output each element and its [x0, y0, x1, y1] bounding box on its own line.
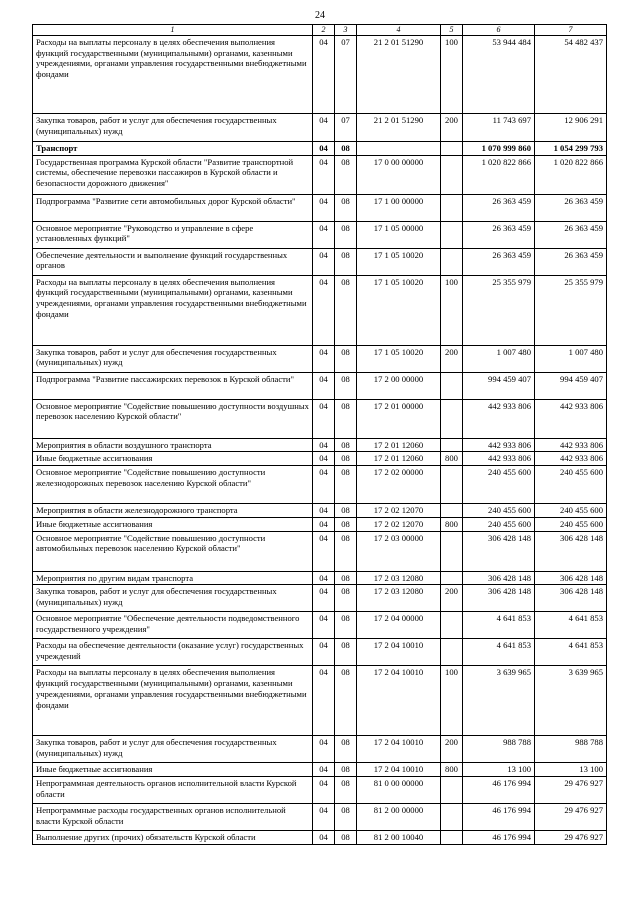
target-article-cell: 17 2 04 10010 — [357, 666, 441, 736]
table-row — [33, 438, 607, 452]
expense-type-cell: 200 — [441, 114, 463, 142]
section-code-cell: 04 — [313, 275, 335, 345]
subsection-code-cell: 08 — [335, 221, 357, 248]
amount-year2-cell: 29 476 927 — [535, 804, 607, 831]
table-row — [33, 831, 607, 845]
section-code-cell: 04 — [313, 466, 335, 504]
amount-year1-cell: 3 639 965 — [463, 666, 535, 736]
table-row — [33, 114, 607, 142]
table-row — [33, 763, 607, 777]
expense-type-cell — [441, 399, 463, 438]
amount-year1-cell: 1 070 999 860 — [463, 142, 535, 156]
amount-year2-cell: 1 054 299 793 — [535, 142, 607, 156]
target-article-cell: 17 1 05 00000 — [357, 221, 441, 248]
expense-type-cell: 100 — [441, 275, 463, 345]
section-code-cell: 04 — [313, 736, 335, 763]
section-code-cell: 04 — [313, 221, 335, 248]
table-row — [33, 466, 607, 504]
row-name-cell: Мероприятия в области воздушного транспорта — [33, 438, 313, 452]
amount-year2-cell: 1 020 822 866 — [535, 155, 607, 194]
amount-year1-cell: 53 944 484 — [463, 36, 535, 114]
subsection-code-cell: 08 — [335, 571, 357, 585]
expense-type-cell — [441, 504, 463, 518]
amount-year2-cell: 306 428 148 — [535, 571, 607, 585]
section-code-cell: 04 — [313, 531, 335, 571]
target-article-cell: 81 2 00 00000 — [357, 804, 441, 831]
amount-year2-cell: 306 428 148 — [535, 585, 607, 612]
table-row — [33, 372, 607, 399]
table-row — [33, 736, 607, 763]
amount-year1-cell: 306 428 148 — [463, 571, 535, 585]
table-row — [33, 194, 607, 221]
amount-year2-cell: 13 100 — [535, 763, 607, 777]
expense-type-cell — [441, 221, 463, 248]
section-code-cell: 04 — [313, 372, 335, 399]
row-name-cell: Иные бюджетные ассигнования — [33, 517, 313, 531]
target-article-cell: 17 2 04 00000 — [357, 612, 441, 639]
target-article-cell: 17 1 05 10020 — [357, 345, 441, 372]
amount-year2-cell: 29 476 927 — [535, 777, 607, 804]
target-article-cell: 17 2 00 00000 — [357, 372, 441, 399]
amount-year1-cell: 11 743 697 — [463, 114, 535, 142]
amount-year2-cell: 4 641 853 — [535, 639, 607, 666]
amount-year1-cell: 988 788 — [463, 736, 535, 763]
subsection-code-cell: 08 — [335, 345, 357, 372]
section-code-cell: 04 — [313, 345, 335, 372]
section-code-cell: 04 — [313, 452, 335, 466]
subsection-code-cell: 08 — [335, 155, 357, 194]
table-row — [33, 517, 607, 531]
target-article-cell: 17 2 04 10010 — [357, 763, 441, 777]
subsection-code-cell: 08 — [335, 452, 357, 466]
subsection-code-cell: 08 — [335, 466, 357, 504]
expense-type-cell — [441, 531, 463, 571]
subsection-code-cell: 08 — [335, 585, 357, 612]
subsection-code-cell: 08 — [335, 194, 357, 221]
subsection-code-cell: 08 — [335, 531, 357, 571]
expense-type-cell: 800 — [441, 763, 463, 777]
amount-year1-cell: 442 933 806 — [463, 438, 535, 452]
column-header: 6 — [463, 25, 535, 36]
budget-table — [32, 24, 607, 845]
amount-year1-cell: 25 355 979 — [463, 275, 535, 345]
amount-year1-cell: 46 176 994 — [463, 831, 535, 845]
subsection-code-cell: 08 — [335, 666, 357, 736]
subsection-code-cell: 08 — [335, 639, 357, 666]
table-row — [33, 452, 607, 466]
row-name-cell: Расходы на выплаты персоналу в целях обеспечения выполнения функций государственными (муниципальными) органами, казенными учреждениями, органами управления государственными внебюджетными фондами — [33, 666, 313, 736]
table-row — [33, 777, 607, 804]
target-article-cell: 17 1 05 10020 — [357, 275, 441, 345]
column-header: 2 — [313, 25, 335, 36]
amount-year1-cell: 46 176 994 — [463, 804, 535, 831]
amount-year2-cell: 12 906 291 — [535, 114, 607, 142]
row-name-cell: Основное мероприятие "Руководство и управление в сфере установленных функций" — [33, 221, 313, 248]
target-article-cell: 81 2 00 10040 — [357, 831, 441, 845]
expense-type-cell — [441, 804, 463, 831]
expense-type-cell: 100 — [441, 36, 463, 114]
subsection-code-cell: 08 — [335, 372, 357, 399]
section-code-cell: 04 — [313, 612, 335, 639]
row-name-cell: Расходы на обеспечение деятельности (оказание услуг) государственных учреждений — [33, 639, 313, 666]
subsection-code-cell: 07 — [335, 114, 357, 142]
amount-year1-cell: 1 020 822 866 — [463, 155, 535, 194]
section-code-cell: 04 — [313, 517, 335, 531]
target-article-cell: 17 2 03 12080 — [357, 571, 441, 585]
section-code-cell: 04 — [313, 777, 335, 804]
row-name-cell: Расходы на выплаты персоналу в целях обеспечения выполнения функций государственными (муниципальными) органами, казенными учреждениями, органами управления государственными внебюджетными фондами — [33, 275, 313, 345]
section-code-cell: 04 — [313, 142, 335, 156]
amount-year2-cell: 26 363 459 — [535, 248, 607, 275]
expense-type-cell — [441, 639, 463, 666]
target-article-cell: 21 2 01 51290 — [357, 114, 441, 142]
amount-year1-cell: 240 455 600 — [463, 517, 535, 531]
row-name-cell: Иные бюджетные ассигнования — [33, 452, 313, 466]
row-name-cell: Закупка товаров, работ и услуг для обеспечения государственных (муниципальных) нужд — [33, 114, 313, 142]
target-article-cell: 21 2 01 51290 — [357, 36, 441, 114]
amount-year2-cell: 25 355 979 — [535, 275, 607, 345]
amount-year1-cell: 306 428 148 — [463, 531, 535, 571]
target-article-cell: 81 0 00 00000 — [357, 777, 441, 804]
amount-year1-cell: 442 933 806 — [463, 452, 535, 466]
row-name-cell: Подпрограмма "Развитие пассажирских перевозок в Курской области" — [33, 372, 313, 399]
section-code-cell: 04 — [313, 504, 335, 518]
target-article-cell: 17 2 02 00000 — [357, 466, 441, 504]
section-code-cell: 04 — [313, 571, 335, 585]
target-article-cell: 17 2 04 10010 — [357, 639, 441, 666]
section-code-cell: 04 — [313, 666, 335, 736]
amount-year1-cell: 240 455 600 — [463, 466, 535, 504]
expense-type-cell — [441, 194, 463, 221]
subsection-code-cell: 08 — [335, 517, 357, 531]
table-row — [33, 804, 607, 831]
table-row — [33, 36, 607, 114]
expense-type-cell: 200 — [441, 345, 463, 372]
amount-year2-cell: 54 482 437 — [535, 36, 607, 114]
amount-year1-cell: 306 428 148 — [463, 585, 535, 612]
subsection-code-cell: 08 — [335, 763, 357, 777]
section-code-cell: 04 — [313, 399, 335, 438]
amount-year1-cell: 1 007 480 — [463, 345, 535, 372]
section-code-cell: 04 — [313, 114, 335, 142]
column-header: 1 — [33, 25, 313, 36]
expense-type-cell — [441, 777, 463, 804]
table-row — [33, 142, 607, 156]
row-name-cell: Обеспечение деятельности и выполнение функций государственных органов — [33, 248, 313, 275]
target-article-cell: 17 2 02 12070 — [357, 504, 441, 518]
amount-year2-cell: 4 641 853 — [535, 612, 607, 639]
target-article-cell — [357, 142, 441, 156]
row-name-cell: Расходы на выплаты персоналу в целях обеспечения выполнения функций государственными (муниципальными) органами, казенными учреждениями, органами управления государственными внебюджетными фондами — [33, 36, 313, 114]
row-name-cell: Государственная программа Курской области "Развитие транспортной системы, обеспечение перевозки пассажиров в Курской области и безопасности дорожного движения" — [33, 155, 313, 194]
amount-year1-cell: 26 363 459 — [463, 248, 535, 275]
amount-year2-cell: 988 788 — [535, 736, 607, 763]
section-code-cell: 04 — [313, 585, 335, 612]
table-row — [33, 399, 607, 438]
amount-year2-cell: 994 459 407 — [535, 372, 607, 399]
table-row — [33, 345, 607, 372]
amount-year2-cell: 26 363 459 — [535, 194, 607, 221]
column-header: 3 — [335, 25, 357, 36]
table-row — [33, 531, 607, 571]
section-code-cell: 04 — [313, 804, 335, 831]
target-article-cell: 17 2 03 12080 — [357, 585, 441, 612]
subsection-code-cell: 08 — [335, 831, 357, 845]
amount-year1-cell: 442 933 806 — [463, 399, 535, 438]
row-name-cell: Закупка товаров, работ и услуг для обеспечения государственных (муниципальных) нужд — [33, 736, 313, 763]
table-row — [33, 248, 607, 275]
table-row — [33, 155, 607, 194]
table-row — [33, 275, 607, 345]
row-name-cell: Основное мероприятие "Содействие повышению доступности воздушных перевозок населению Курской области" — [33, 399, 313, 438]
subsection-code-cell: 08 — [335, 142, 357, 156]
subsection-code-cell: 08 — [335, 275, 357, 345]
section-code-cell: 04 — [313, 155, 335, 194]
column-header: 7 — [535, 25, 607, 36]
expense-type-cell — [441, 142, 463, 156]
section-code-cell: 04 — [313, 438, 335, 452]
target-article-cell: 17 2 02 12070 — [357, 517, 441, 531]
row-name-cell: Непрограммные расходы государственных органов исполнительной власти Курской области — [33, 804, 313, 831]
amount-year2-cell: 3 639 965 — [535, 666, 607, 736]
column-header: 4 — [357, 25, 441, 36]
amount-year2-cell: 442 933 806 — [535, 438, 607, 452]
section-code-cell: 04 — [313, 639, 335, 666]
row-name-cell: Основное мероприятие "Содействие повышению доступности железнодорожных перевозок населению Курской области" — [33, 466, 313, 504]
expense-type-cell — [441, 372, 463, 399]
section-code-cell: 04 — [313, 36, 335, 114]
expense-type-cell — [441, 612, 463, 639]
subsection-code-cell: 08 — [335, 438, 357, 452]
amount-year2-cell: 306 428 148 — [535, 531, 607, 571]
table-row — [33, 585, 607, 612]
target-article-cell: 17 2 01 00000 — [357, 399, 441, 438]
row-name-cell: Мероприятия в области железнодорожного транспорта — [33, 504, 313, 518]
subsection-code-cell: 08 — [335, 248, 357, 275]
row-name-cell: Основное мероприятие "Содействие повышению доступности автомобильных перевозок населению Курской области" — [33, 531, 313, 571]
subsection-code-cell: 08 — [335, 804, 357, 831]
subsection-code-cell: 08 — [335, 504, 357, 518]
target-article-cell: 17 2 03 00000 — [357, 531, 441, 571]
row-name-cell: Закупка товаров, работ и услуг для обеспечения государственных (муниципальных) нужд — [33, 585, 313, 612]
amount-year1-cell: 26 363 459 — [463, 221, 535, 248]
target-article-cell: 17 2 04 10010 — [357, 736, 441, 763]
row-name-cell: Подпрограмма "Развитие сети автомобильных дорог Курской области" — [33, 194, 313, 221]
row-name-cell: Непрограммная деятельность органов исполнительной власти Курской области — [33, 777, 313, 804]
row-name-cell: Мероприятия по другим видам транспорта — [33, 571, 313, 585]
expense-type-cell: 800 — [441, 452, 463, 466]
row-name-cell: Иные бюджетные ассигнования — [33, 763, 313, 777]
amount-year2-cell: 26 363 459 — [535, 221, 607, 248]
expense-type-cell — [441, 248, 463, 275]
subsection-code-cell: 08 — [335, 399, 357, 438]
expense-type-cell: 200 — [441, 736, 463, 763]
section-code-cell: 04 — [313, 831, 335, 845]
section-code-cell: 04 — [313, 248, 335, 275]
section-code-cell: 04 — [313, 763, 335, 777]
amount-year2-cell: 29 476 927 — [535, 831, 607, 845]
subsection-code-cell: 08 — [335, 777, 357, 804]
amount-year2-cell: 442 933 806 — [535, 399, 607, 438]
expense-type-cell: 100 — [441, 666, 463, 736]
target-article-cell: 17 2 01 12060 — [357, 452, 441, 466]
target-article-cell: 17 0 00 00000 — [357, 155, 441, 194]
expense-type-cell: 800 — [441, 517, 463, 531]
table-row — [33, 666, 607, 736]
amount-year1-cell: 4 641 853 — [463, 639, 535, 666]
amount-year2-cell: 240 455 600 — [535, 517, 607, 531]
table-row — [33, 639, 607, 666]
target-article-cell: 17 1 05 10020 — [357, 248, 441, 275]
amount-year1-cell: 46 176 994 — [463, 777, 535, 804]
subsection-code-cell: 08 — [335, 612, 357, 639]
row-name-cell: Выполнение других (прочих) обязательств Курской области — [33, 831, 313, 845]
table-row — [33, 571, 607, 585]
amount-year1-cell: 240 455 600 — [463, 504, 535, 518]
column-header-row — [33, 25, 607, 36]
amount-year1-cell: 13 100 — [463, 763, 535, 777]
amount-year2-cell: 1 007 480 — [535, 345, 607, 372]
row-name-cell: Транспорт — [33, 142, 313, 156]
amount-year1-cell: 994 459 407 — [463, 372, 535, 399]
amount-year2-cell: 240 455 600 — [535, 504, 607, 518]
expense-type-cell — [441, 438, 463, 452]
expense-type-cell: 200 — [441, 585, 463, 612]
row-name-cell: Основное мероприятие "Обеспечение деятельности подведомственного государственного учреждения" — [33, 612, 313, 639]
expense-type-cell — [441, 466, 463, 504]
column-header: 5 — [441, 25, 463, 36]
expense-type-cell — [441, 155, 463, 194]
expense-type-cell — [441, 831, 463, 845]
table-row — [33, 612, 607, 639]
table-row — [33, 221, 607, 248]
section-code-cell: 04 — [313, 194, 335, 221]
target-article-cell: 17 2 01 12060 — [357, 438, 441, 452]
page-number: 24 — [315, 10, 325, 21]
amount-year1-cell: 4 641 853 — [463, 612, 535, 639]
subsection-code-cell: 07 — [335, 36, 357, 114]
target-article-cell: 17 1 00 00000 — [357, 194, 441, 221]
subsection-code-cell: 08 — [335, 736, 357, 763]
amount-year1-cell: 26 363 459 — [463, 194, 535, 221]
table-row — [33, 504, 607, 518]
row-name-cell: Закупка товаров, работ и услуг для обеспечения государственных (муниципальных) нужд — [33, 345, 313, 372]
amount-year2-cell: 442 933 806 — [535, 452, 607, 466]
amount-year2-cell: 240 455 600 — [535, 466, 607, 504]
expense-type-cell — [441, 571, 463, 585]
